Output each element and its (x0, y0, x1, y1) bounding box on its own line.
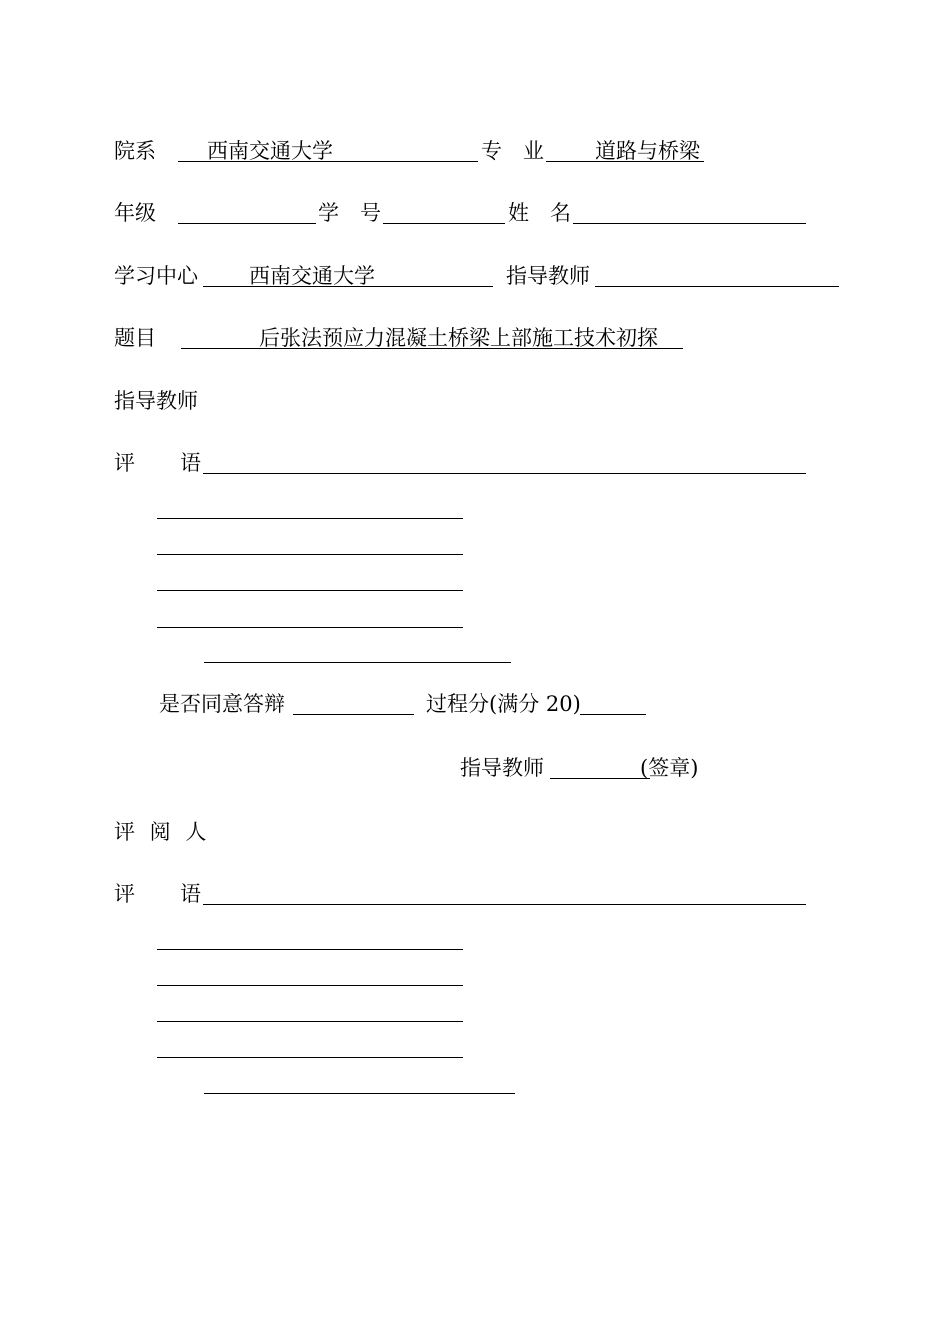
reviewer-comment-line[interactable] (157, 985, 463, 986)
advisor-comment-line[interactable] (203, 473, 806, 474)
advisor-field-line[interactable] (595, 286, 839, 287)
sign-suffix: (签章) (640, 756, 699, 780)
student-id-field-line[interactable] (383, 223, 505, 224)
name-field-line[interactable] (573, 223, 806, 224)
reviewer-comment-label: 评 语 (114, 882, 202, 906)
process-score-label: 过程分(满分 20) (426, 692, 581, 716)
advisor-section-heading: 指导教师 (114, 389, 198, 413)
advisor-comment-line[interactable] (157, 554, 463, 555)
student-id-label: 学 号 (318, 201, 381, 225)
advisor-signature-line[interactable] (550, 778, 650, 779)
grade-field-line[interactable] (178, 223, 316, 224)
advisor-comment-line[interactable] (157, 627, 463, 628)
title-label: 题目 (114, 326, 156, 350)
advisor-comment-label: 评 语 (114, 451, 202, 475)
reviewer-comment-line[interactable] (203, 904, 806, 905)
defense-consent-field-line[interactable] (293, 714, 414, 715)
reviewer-comment-line[interactable] (204, 1093, 515, 1094)
major-label: 专 业 (481, 139, 544, 163)
reviewer-comment-line[interactable] (157, 1057, 463, 1058)
dept-label: 院系 (114, 139, 156, 163)
advisor-sign-label: 指导教师 (460, 756, 544, 780)
name-label: 姓 名 (508, 201, 571, 225)
advisor-label: 指导教师 (506, 264, 590, 288)
reviewer-comment-line[interactable] (157, 1021, 463, 1022)
major-value: 道路与桥梁 (595, 139, 700, 163)
advisor-comment-line[interactable] (204, 662, 511, 663)
advisor-comment-line[interactable] (157, 518, 463, 519)
reviewer-section-heading: 评 阅 人 (114, 820, 211, 844)
dept-value: 西南交通大学 (207, 139, 333, 163)
process-score-field-line[interactable] (580, 714, 646, 715)
reviewer-comment-line[interactable] (157, 949, 463, 950)
grade-label: 年级 (114, 201, 156, 225)
thesis-title: 后张法预应力混凝土桥梁上部施工技术初探 (259, 326, 658, 350)
center-value: 西南交通大学 (249, 264, 375, 288)
advisor-comment-line[interactable] (157, 590, 463, 591)
defense-consent-label: 是否同意答辩 (159, 692, 285, 716)
center-label: 学习中心 (114, 264, 198, 288)
